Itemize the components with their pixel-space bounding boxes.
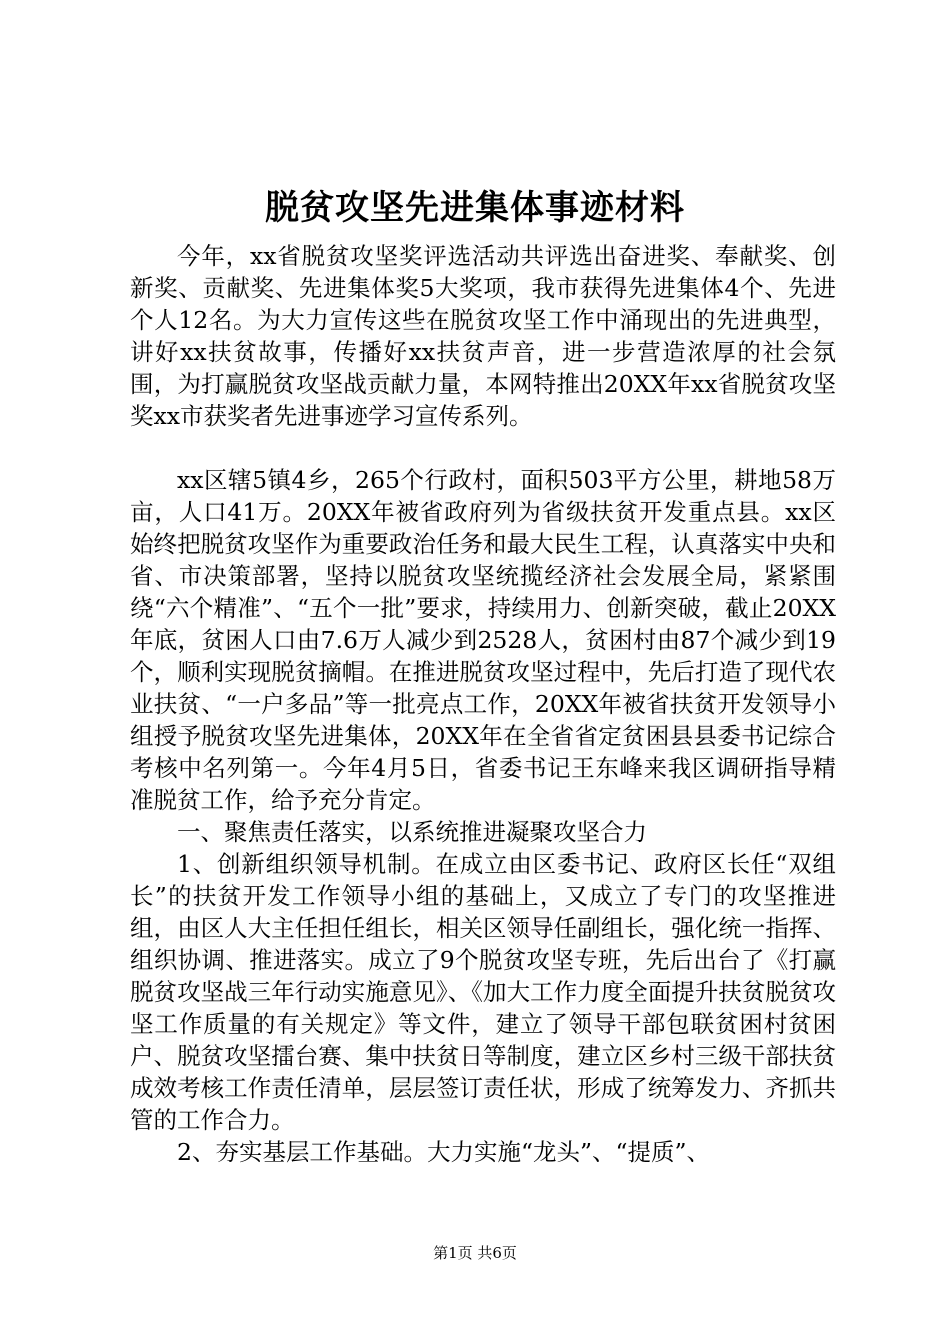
paragraph-item-1: 1、创新组织领导机制。在成立由区委书记、政府区长任“双组长”的扶贫开发工作领导小组的基础上，又成立了专门的攻坚推进组，由区人大主任担任组长，相关区领导任副组长，强化统一指挥、组织协调、推进落实。成立了9个脱贫攻坚专班，先后出台了《打赢脱贫攻坚战三年行动实施意见》、《加大工作力度全面提升扶贫脱贫攻坚工作质量的有关规定》等文件，建立了领导干部包联贫困村贫困户、脱贫攻坚擂台赛、集中扶贫日等制度，建立区乡村三级干部扶贫成效考核工作责任清单，层层签订责任状，形成了统筹发力、齐抓共管的工作合力。 xyxy=(130,850,836,1134)
paragraph-gap xyxy=(130,432,836,464)
paragraph-intro: 今年，xx省脱贫攻坚奖评选活动共评选出奋进奖、奉献奖、创新奖、贡献奖、先进集体奖5大奖项，我市获得先进集体4个、先进个人12名。为大力宣传这些在脱贫攻坚工作中涌现出的先进典型，讲好xx扶贫故事，传播好xx扶贫声音，进一步营造浓厚的社会氛围，为打赢脱贫攻坚战贡献力量，本网特推出20XX年xx省脱贫攻坚奖xx市获奖者先进事迹学习宣传系列。 xyxy=(130,242,836,430)
paragraph-item-2: 2、夯实基层工作基础。大力实施“龙头”、“提质”、 xyxy=(177,1138,711,1166)
document-body xyxy=(130,240,836,1168)
document-title: 脱贫攻坚先进集体事迹材料 xyxy=(265,188,685,228)
section-heading-1: 一、聚焦责任落实，以系统推进凝聚攻坚合力 xyxy=(177,818,647,846)
page-footer: 第1页 共6页 xyxy=(433,1244,517,1262)
paragraph-district-overview: xx区辖5镇4乡，265个行政村，面积503平方公里，耕地58万亩，人口41万。20XX年被省政府列为省级扶贫开发重点县。xx区始终把脱贫攻坚作为重要政治任务和最大民生工程，认真落实中央和省、市决策部署，坚持以脱贫攻坚统揽经济社会发展全局，紧紧围绕“六个精准”、“五个一批”要求，持续用力、创新突破，截止20XX年底，贫困人口由7.6万人减少到2528人，贫困村由87个减少到19个，顺利实现脱贫摘帽。在推进脱贫攻坚过程中，先后打造了现代农业扶贫、“一户多品”等一批亮点工作，20XX年被省扶贫开发领导小组授予脱贫攻坚先进集体，20XX年在全省省定贫困县县委书记综合考核中名列第一。今年4月5日，省委书记王东峰来我区调研指导精准脱贫工作，给予充分肯定。 xyxy=(130,466,836,814)
